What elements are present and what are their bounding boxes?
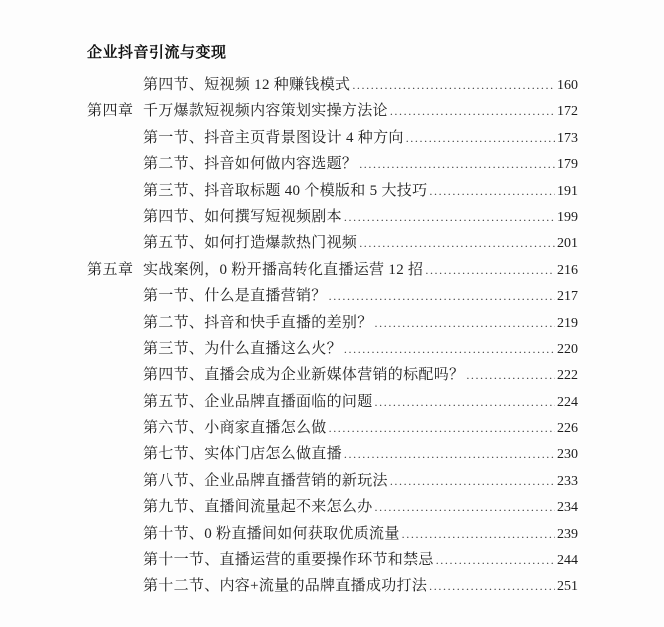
page-number: 251 [557, 579, 578, 595]
entry-title: 第十节、0 粉直播间如何获取优质流量 [143, 525, 400, 542]
toc-entry [87, 468, 578, 494]
chapter-label: 第四章 [87, 103, 134, 120]
toc-entry [87, 362, 578, 388]
leader-dots [329, 415, 555, 441]
page-number: 199 [557, 209, 578, 225]
toc-entry [87, 441, 578, 467]
page-number: 230 [557, 447, 578, 463]
entry-title: 第八节、企业品牌直播营销的新玩法 [143, 472, 388, 489]
leader-dots [429, 573, 555, 599]
toc-entry [87, 547, 578, 573]
toc-entry [87, 125, 578, 151]
toc-list [87, 72, 578, 600]
toc-entry [87, 415, 578, 441]
leader-dots [466, 362, 555, 388]
leader-dots [359, 230, 555, 256]
toc-entry [87, 98, 578, 124]
page-number: 226 [557, 421, 578, 437]
leader-dots [436, 547, 555, 573]
entry-title: 实战案例，0 粉开播高转化直播运营 12 招 [143, 261, 424, 278]
toc-entry [87, 310, 578, 336]
entry-title: 第四节、直播会成为企业新媒体营销的标配吗？ [143, 367, 465, 384]
page-number: 191 [557, 183, 578, 199]
leader-dots [406, 125, 555, 151]
page-number: 224 [557, 394, 578, 410]
entry-title: 第六节、小商家直播怎么做 [143, 420, 327, 437]
toc-entry [87, 72, 578, 98]
entry-title: 第四节、短视频 12 种赚钱模式 [143, 77, 351, 93]
page-number: 179 [557, 157, 578, 173]
page-number: 244 [557, 553, 578, 569]
page-number: 239 [557, 526, 578, 542]
entry-title: 第二节、抖音如何做内容选题？ [143, 156, 358, 173]
toc-entry [87, 204, 578, 230]
page-number: 217 [557, 289, 578, 305]
page-number: 172 [557, 104, 578, 120]
toc-entry [87, 151, 578, 177]
toc-entry [87, 494, 578, 520]
leader-dots [375, 310, 555, 336]
leader-dots [344, 336, 555, 362]
toc-entry [87, 336, 578, 362]
chapter-label: 第五章 [87, 261, 134, 278]
leader-dots [344, 441, 555, 467]
leader-dots [402, 521, 555, 547]
page-number: 234 [557, 500, 578, 516]
toc-entry [87, 283, 578, 309]
entry-title: 第五节、如何打造爆款热门视频 [143, 235, 358, 252]
leader-dots [429, 178, 555, 204]
leader-dots [375, 494, 555, 520]
leader-dots [344, 204, 555, 230]
page-number: 219 [557, 315, 578, 331]
leader-dots [390, 468, 555, 494]
entry-title: 第七节、实体门店怎么做直播 [143, 446, 342, 463]
entry-title: 第三节、为什么直播这么火？ [143, 340, 342, 357]
entry-title: 第二节、抖音和快手直播的差别？ [143, 314, 373, 331]
page-number: 233 [557, 473, 578, 489]
toc-entry [87, 230, 578, 256]
leader-dots [425, 257, 555, 283]
entry-title: 第五节、企业品牌直播面临的问题 [143, 393, 373, 410]
entry-title: 第十二节、内容+流量的品牌直播成功打法 [143, 578, 428, 595]
entry-title: 千万爆款短视频内容策划实操方法论 [143, 103, 388, 120]
toc-entry [87, 178, 578, 204]
leader-dots [359, 151, 555, 177]
entry-title: 第九节、直播间流量起不来怎么办 [143, 499, 373, 516]
entry-title: 第四节、如何撰写短视频剧本 [143, 208, 342, 225]
page-number: 222 [557, 368, 578, 384]
toc-entry [87, 521, 578, 547]
toc-entry [87, 389, 578, 415]
page-title: 企业抖音引流与变现 [87, 44, 227, 61]
page-number: 160 [557, 78, 578, 93]
page-number: 201 [557, 236, 578, 252]
leader-dots [390, 98, 555, 124]
toc-entry [87, 573, 578, 599]
page-number: 216 [557, 262, 578, 278]
leader-dots [329, 283, 555, 309]
entry-title: 第一节、抖音主页背景图设计 4 种方向 [143, 129, 404, 146]
toc-entry [87, 257, 578, 283]
page-number: 173 [557, 130, 578, 146]
leader-dots [375, 389, 555, 415]
page-number: 220 [557, 341, 578, 357]
entry-title: 第三节、抖音取标题 40 个模版和 5 大技巧 [143, 182, 428, 199]
entry-title: 第一节、什么是直播营销？ [143, 288, 327, 305]
entry-title: 第十一节、直播运营的重要操作环节和禁忌 [143, 552, 434, 569]
leader-dots [352, 72, 555, 98]
